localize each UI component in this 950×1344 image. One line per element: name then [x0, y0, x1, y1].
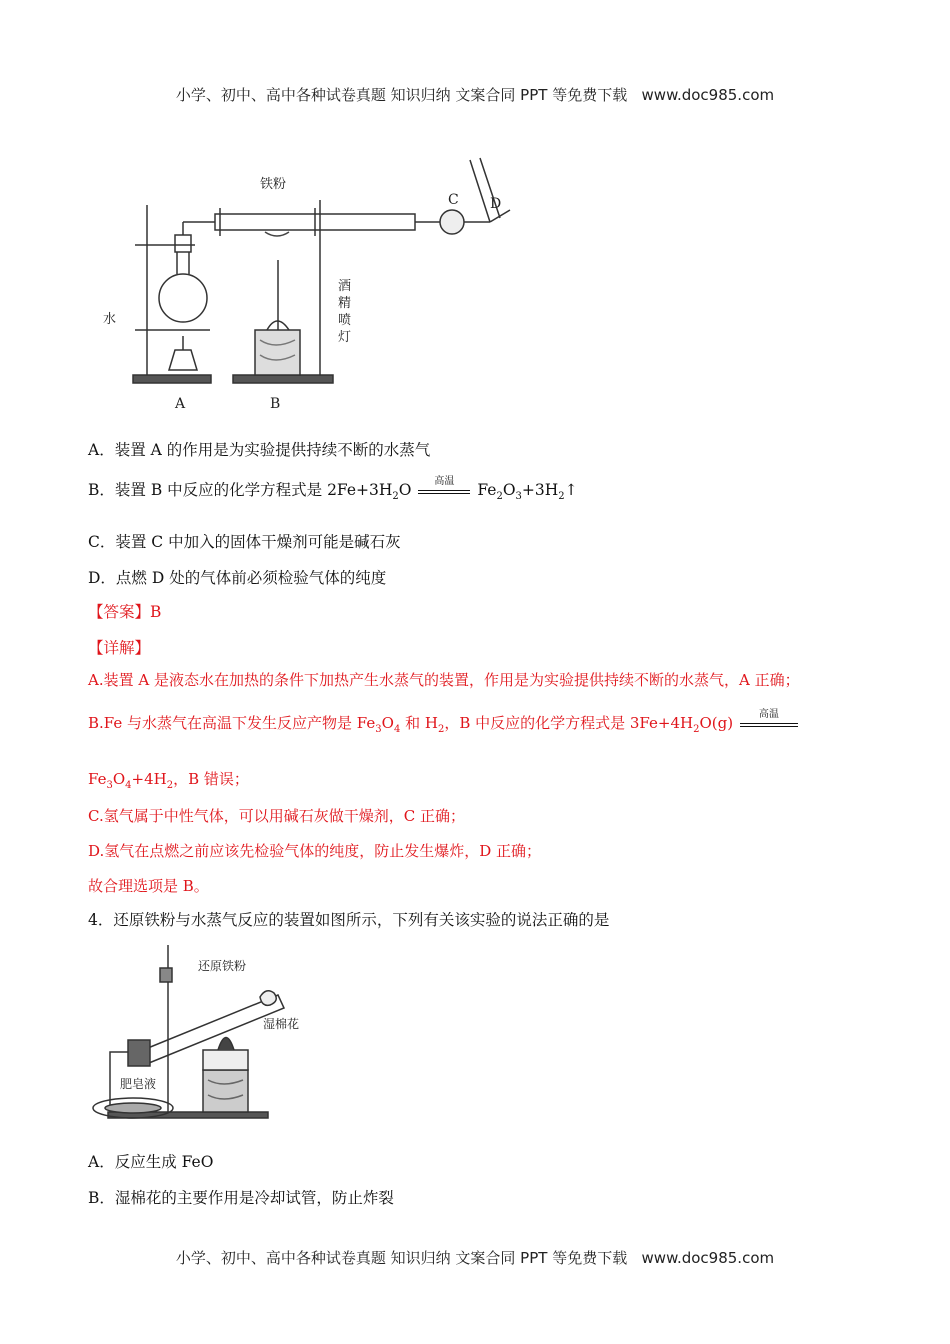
q4-stem: 4．还原铁粉与水蒸气反应的装置如图所示，下列有关该实验的说法正确的是	[88, 911, 610, 929]
q3-option-c: C．装置 C 中加入的固体干燥剂可能是碱石灰	[88, 533, 401, 551]
detail-b-continued	[88, 768, 249, 791]
label-c: C	[448, 192, 459, 208]
condition-text: 高温	[434, 476, 455, 487]
q3-optb-sub: 2	[392, 491, 399, 503]
q3-option-a: A．装置 A 的作用是为实验提供持续不断的水蒸气	[88, 441, 431, 459]
q3-optb-text: O	[502, 481, 516, 499]
detail-b-sub: 2	[437, 724, 445, 735]
detail-b-text: O(g)	[699, 714, 734, 732]
conclusion: 故合理选项是 B。	[88, 877, 209, 895]
label-a: A	[175, 396, 186, 412]
detail-c: C.氢气属于中性气体，可以用碱石灰做干燥剂，C 正确；	[88, 807, 465, 825]
detail-b-text: B.Fe 与水蒸气在高温下发生反应产物是 Fe	[88, 714, 376, 732]
label-lamp-4: 灯	[338, 330, 352, 345]
header-url[interactable]: www.doc985.com	[641, 86, 775, 104]
detail-b	[88, 709, 800, 735]
answer: 【答案】B	[88, 603, 162, 621]
q3-option-b	[88, 478, 578, 502]
label-d: D	[490, 196, 502, 212]
reaction-condition	[740, 709, 798, 731]
detail-b-text: ，B 错误；	[173, 770, 249, 788]
footer-url[interactable]: www.doc985.com	[641, 1249, 775, 1267]
detail-b-text: +4H	[131, 770, 167, 788]
detail-b-sub: 2	[693, 724, 700, 735]
q4-option-b: B．湿棉花的主要作用是冷却试管，防止炸裂	[88, 1189, 394, 1207]
detail-b-sub: 4	[393, 724, 401, 735]
q3-optb-text: +3H	[521, 481, 559, 499]
q3-option-d: D．点燃 D 处的气体前必须检验气体的纯度	[88, 569, 387, 587]
condition-text: 高温	[758, 709, 779, 720]
label-lamp-1: 酒	[338, 279, 352, 294]
detail-b-sub: 3	[106, 780, 113, 791]
label-reduced-iron: 还原铁粉	[198, 959, 247, 973]
reaction-condition	[418, 476, 470, 498]
header-text: 小学、初中、高中各种试卷真题 知识归纳 文案合同 PPT 等免费下载	[175, 86, 628, 104]
detail-b-sub: 4	[125, 780, 132, 791]
q3-optb-text: O	[398, 481, 412, 499]
label-b: B	[270, 396, 281, 412]
gas-arrow: ↑	[564, 481, 578, 499]
q3-optb-sub: 2	[558, 491, 565, 503]
label-lamp-2: 精	[338, 296, 352, 311]
label-iron-powder: 铁粉	[260, 177, 287, 192]
detail-b-text: Fe	[88, 770, 107, 788]
q4-option-a: A．反应生成 FeO	[88, 1153, 214, 1171]
detail-a: A.装置 A 是液态水在加热的条件下加热产生水蒸气的装置，作用是为实验提供持续不断的水蒸气，A 正确；	[88, 671, 800, 689]
q3-optb-sub: 3	[515, 491, 522, 503]
footer-text: 小学、初中、高中各种试卷真题 知识归纳 文案合同 PPT 等免费下载	[175, 1249, 628, 1267]
label-lamp-3: 喷	[338, 313, 352, 328]
detail-d: D.氢气在点燃之前应该先检验气体的纯度，防止发生爆炸，D 正确；	[88, 842, 542, 860]
detail-b-text: O	[112, 770, 126, 788]
label-soap: 肥皂液	[120, 1077, 157, 1091]
detail-title: 【详解】	[88, 639, 151, 657]
detail-b-text: 和 H	[400, 714, 438, 732]
page-header	[0, 84, 950, 105]
q3-optb-text: B．装置 B 中反应的化学方程式是 2Fe+3H	[88, 481, 393, 499]
page-footer	[0, 1247, 950, 1268]
q3-optb-text: Fe	[477, 481, 497, 499]
detail-b-text: O	[381, 714, 394, 732]
detail-b-sub: 2	[166, 780, 174, 791]
apparatus-figure-2	[88, 940, 328, 1130]
detail-b-sub: 3	[375, 724, 382, 735]
label-water: 水	[103, 312, 117, 327]
apparatus-figure-1	[95, 140, 535, 415]
q3-optb-sub: 2	[496, 491, 503, 503]
detail-b-text: ，B 中反应的化学方程式是 3Fe+4H	[444, 714, 694, 732]
label-wet-cotton: 湿棉花	[263, 1017, 300, 1031]
